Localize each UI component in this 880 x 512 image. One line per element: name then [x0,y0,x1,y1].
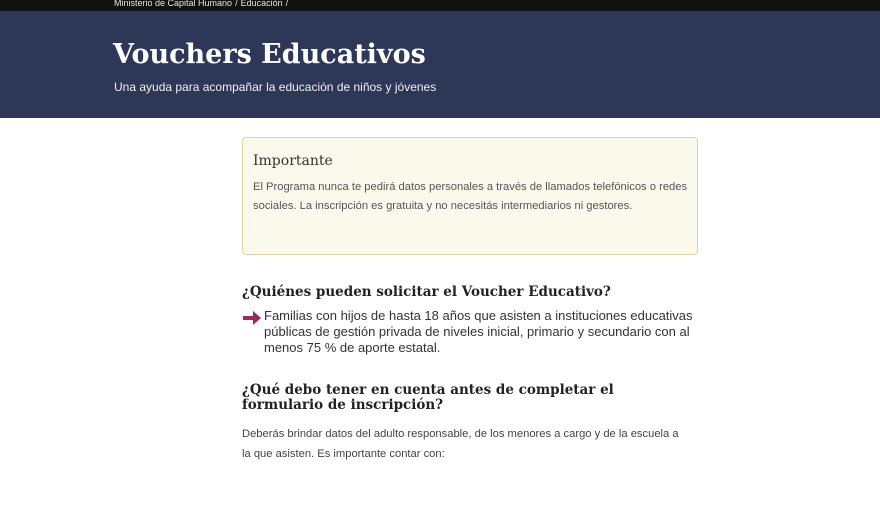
notice-title: Importante [253,153,333,169]
breadcrumb-item-educacion[interactable]: Educación [240,0,283,8]
eligibility-text: Familias con hijos de hasta 18 años que asisten a instituciones educativas públicas de gestión privada de niveles inicial, primario y secundario con al menos 75 % de aporte estatal. [264,308,693,355]
breadcrumb [114,0,291,9]
requirements-text: Deberás brindar datos del adulto responsable, de los menores a cargo y de la escuela a la que asisten. Es importante contar con: [242,428,679,460]
arrow-right-icon [242,309,262,327]
top-bar [0,0,880,11]
breadcrumb-separator: / [235,0,238,8]
hero-banner [0,11,880,118]
page-subtitle: Una ayuda para acompañar la educación de niños y jóvenes [114,80,437,94]
breadcrumb-separator: / [285,0,289,8]
page-title: Vouchers Educativos [113,39,426,70]
important-notice [242,137,698,255]
breadcrumb-item-ministerio[interactable]: Ministerio de Capital Humano [114,0,233,8]
eligibility-heading: ¿Quiénes pueden solicitar el Voucher Educativo? [242,284,611,300]
requirements-heading: ¿Qué debo tener en cuenta antes de completar el formulario de inscripción? [242,382,614,413]
notice-text: El Programa nunca te pedirá datos personales a través de llamados telefónicos o redes sociales. La inscripción es gratuita y no necesitás intermediarios ni gestores. [253,181,688,212]
